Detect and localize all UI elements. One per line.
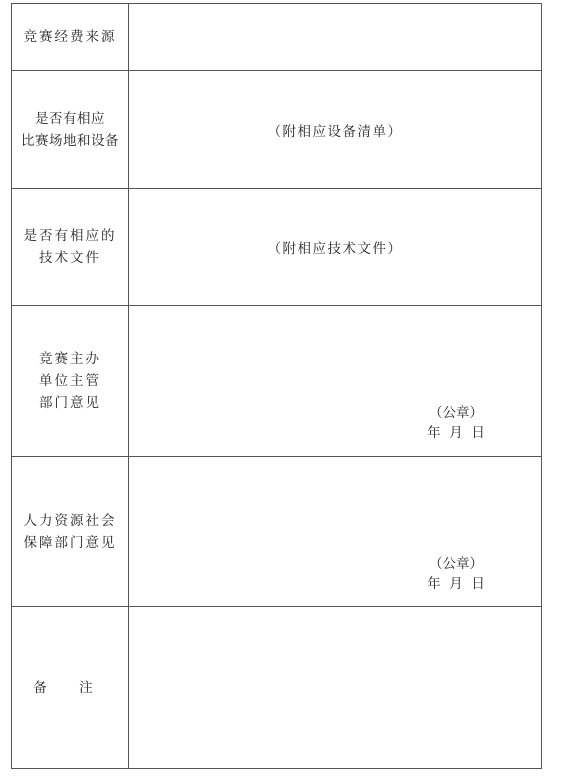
- label-funding-source: 竞赛经费来源: [12, 4, 129, 71]
- form-row-remarks: [12, 607, 542, 769]
- form-row-organizer-opinion: [12, 306, 542, 457]
- date-line: 年 月 日: [427, 576, 485, 592]
- field-venue-equipment[interactable]: [129, 71, 542, 189]
- form-row-technical-docs: [12, 189, 542, 306]
- field-organizer-opinion[interactable]: [129, 306, 542, 457]
- form-row-hr-opinion: [12, 457, 542, 607]
- label-technical-docs: 是否有相应的 技术文件: [12, 189, 129, 306]
- label-hr-opinion: 人力资源社会 保障部门意见: [12, 457, 129, 607]
- organizer-stamp-block: [411, 403, 501, 443]
- hr-stamp-block: [411, 554, 501, 594]
- label-venue-equipment: 是否有相应 比赛场地和设备: [12, 71, 129, 189]
- technical-docs-note: （附相应技术文件）: [267, 241, 403, 257]
- field-remarks[interactable]: [129, 607, 542, 769]
- form-row-venue-equipment: [12, 71, 542, 189]
- official-seal-label: （公章）: [429, 556, 483, 572]
- label-organizer-opinion: 竞赛主办 单位主管 部门意见: [12, 306, 129, 457]
- field-hr-opinion[interactable]: [129, 457, 542, 607]
- field-funding-source[interactable]: [129, 4, 542, 71]
- equipment-list-note: （附相应设备清单）: [267, 123, 403, 140]
- field-technical-docs[interactable]: [129, 189, 542, 306]
- label-remarks: 备 注: [12, 607, 129, 769]
- form-row-funding-source: [12, 4, 542, 71]
- date-line: 年 月 日: [427, 425, 485, 441]
- official-seal-label: （公章）: [429, 405, 483, 421]
- application-form-table: [11, 3, 542, 769]
